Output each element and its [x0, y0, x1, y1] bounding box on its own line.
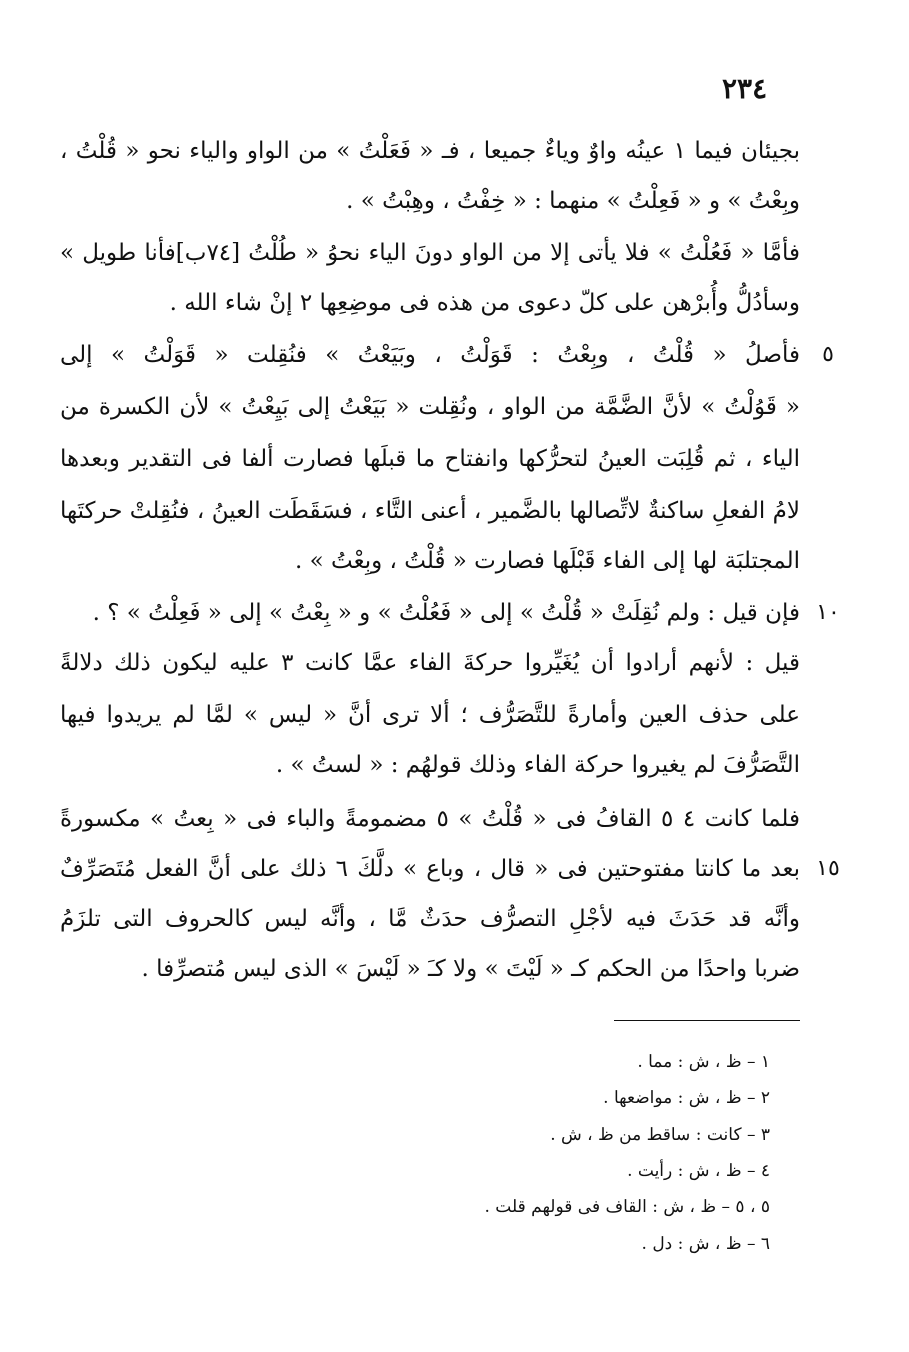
- footnote: ٤ – ظ ، ش : رأيت .: [627, 1161, 770, 1181]
- text-line: وأنَّه قد حَدَثَ فيه لأجْلِ التصرُّف حدَثٌ مَّا ، وأنَّه ليس كالحروف التى تلزَمُ: [60, 906, 800, 932]
- text-line: فأمَّا « فَعُلْتُ » فلا يأتى إلا من الواو دونَ الياء نحوُ « طُلْتُ [٧٤ب]فأنا طويل »: [60, 240, 800, 266]
- page-number: ٢٣٤: [722, 72, 768, 105]
- line-number: ٥: [822, 342, 834, 367]
- text-line: على حذف العين وأمارةً للتَّصَرُّف ؛ ألا ترى أنَّ « ليس » لمَّا لم يريدوا فيها: [60, 702, 800, 728]
- text-line: فلما كانت ٤ ٥ القافُ فى « قُلْتُ » ٥ مضمومةً والباء فى « بِعتُ » مكسورةً: [60, 806, 800, 832]
- text-line: وسأدُلُّ وأُبرْهن على كلّ دعوى من هذه فى موضِعِها ٢ إنْ شاء الله .: [169, 290, 800, 316]
- line-number: ١٠: [816, 600, 840, 625]
- text-line: لامُ الفعلِ ساكنةٌ لاتِّصالها بالضَّمير ، أعنى التَّاء ، فسَقَطَت العينُ ، فنُقِلتْ حركتَها: [60, 498, 800, 524]
- text-line: التَّصَرُّفَ لم يغيروا حركة الفاء وذلك قولهُم : « لستُ » .: [275, 752, 800, 778]
- line-number: ١٥: [816, 856, 840, 881]
- footnote: ٦ – ظ ، ش : دل .: [641, 1234, 770, 1254]
- text-line: ضربا واحدًا من الحكم كـ « لَيْتَ » ولا كـَ « لَيْسَ » الذى ليس مُتصرِّفا .: [141, 956, 800, 982]
- text-line: الياء ، ثم قُلِبَت العينُ لتحرُّكها وانفتاح ما قبلَها فصارت ألفا فى التقدير وبعدها: [60, 446, 800, 472]
- text-line: بجيئان فيما ١ عينُه واوٌ وياءٌ جميعا ، فـ « فَعَلْتُ » من الواو والياء نحو « قُلْتُ ،: [60, 138, 800, 164]
- text-line: فأصلُ « قُلْتُ ، وبِعْتُ : قَوَلْتُ ، وبَيَعْتُ » فنُقِلت « قَوَلْتُ » إلى: [60, 342, 800, 368]
- footnote: ٢ – ظ ، ش : مواضعها .: [603, 1088, 770, 1108]
- text-line: وبِعْتُ » و « فَعِلْتُ » منهما : « خِفْتُ ، وهِبْتُ » .: [346, 188, 800, 214]
- text-line: فإن قيل : ولم نُقِلَتْ « قُلْتُ » إلى « فَعُلْتُ » و « بِعْتُ » إلى « فَعِلْتُ » ؟ .: [92, 600, 800, 626]
- footnote: ٣ – كانت : ساقط من ظ ، ش .: [550, 1125, 770, 1145]
- footnote-divider: [614, 1020, 800, 1021]
- text-line: قيل : لأنهم أرادوا أن يُغَيِّروا حركةَ الفاء عمَّا كانت ٣ عليه ليكون ذلك دلالةً: [60, 650, 800, 676]
- text-line: « قَوُلْتُ » لأنَّ الضَّمَّة من الواو ، ونُقِلت « بَيَعْتُ إلى بَيِعْتُ » لأن الكسرة من: [60, 394, 800, 420]
- text-line: المجتلبَة لها إلى الفاء قَبْلَها فصارت « قُلْتُ ، وبِعْتُ » .: [295, 548, 800, 574]
- footnote: ١ – ظ ، ش : مما .: [637, 1052, 770, 1072]
- text-line: بعد ما كانتا مفتوحتين فى « قال ، وباع » دلَّكَ ٦ ذلك على أنَّ الفعل مُتَصَرِّفٌ: [60, 856, 800, 882]
- footnote: ٥ ، ٥ – ظ ، ش : القاف فى قولهم قلت .: [484, 1197, 770, 1217]
